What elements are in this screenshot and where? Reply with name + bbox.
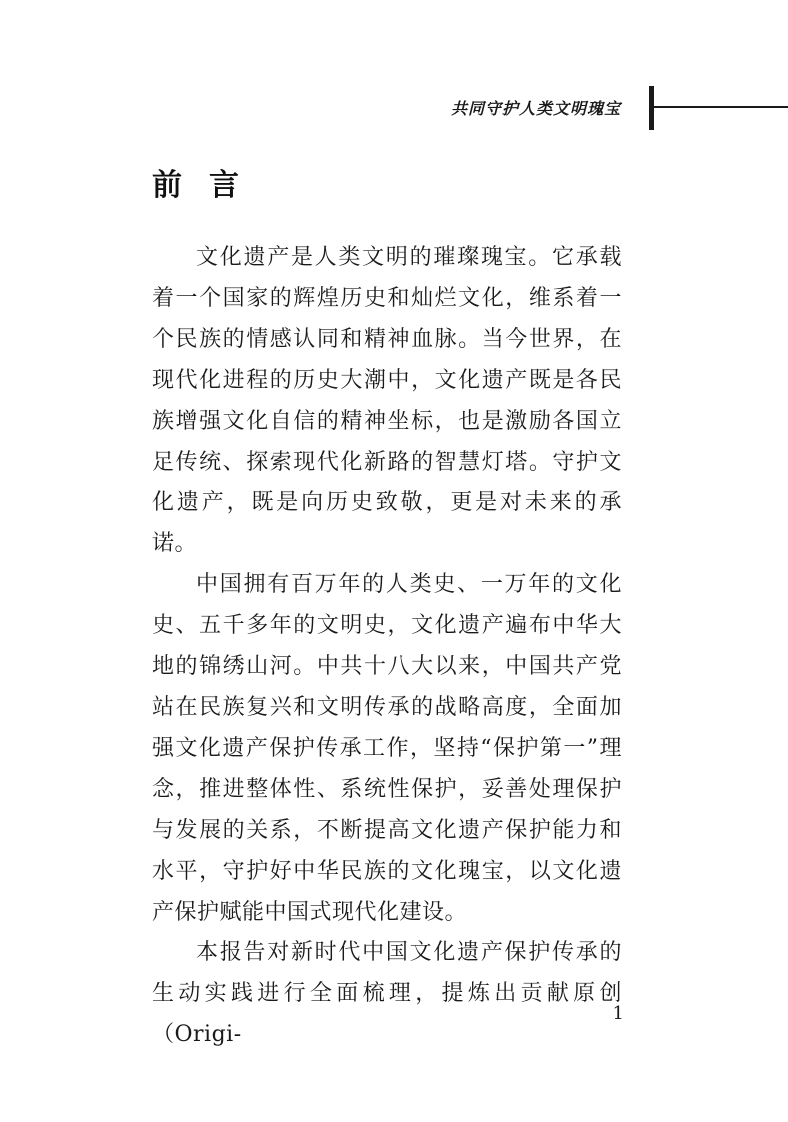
paragraph-1: 文化遗产是人类文明的璀璨瑰宝。它承载着一个国家的辉煌历史和灿烂文化，维系着一个民族的情感认同和精神血脉。当今世界，在现代化进程的历史大潮中，文化遗产既是各民族增强文化自信的精神坐标，也是激励各国立足传统、探索现代化新路的智慧灯塔。守护文化遗产，既是向历史致敬，更是对未来的承诺。 (152, 245, 622, 557)
page-number: 1 (612, 1003, 624, 1024)
paragraph-3: 本报告对新时代中国文化遗产保护传承的生动实践进行全面梳理，提炼出贡献原创（Origi- (152, 940, 622, 1048)
paragraph-2: 中国拥有百万年的人类史、一万年的文化史、五千多年的文明史，文化遗产遍布中华大地的锦绣山河。中共十八大以来，中国共产党站在民族复兴和文明传承的战略高度，全面加强文化遗产保护传承工作，坚持“保护第一”理念，推进整体性、系统性保护，妥善处理保护与发展的关系，不断提高文化遗产保护能力和水平，守护好中华民族的文化瑰宝，以文化遗产保护赋能中国式现代化建设。 (152, 572, 622, 925)
running-header: 共同守护人类文明瑰宝 (450, 99, 621, 118)
page-title: 前言 (152, 168, 266, 203)
body-text (152, 238, 622, 1056)
header-horizontal-rule (654, 106, 788, 108)
header-vertical-bar (649, 86, 654, 130)
